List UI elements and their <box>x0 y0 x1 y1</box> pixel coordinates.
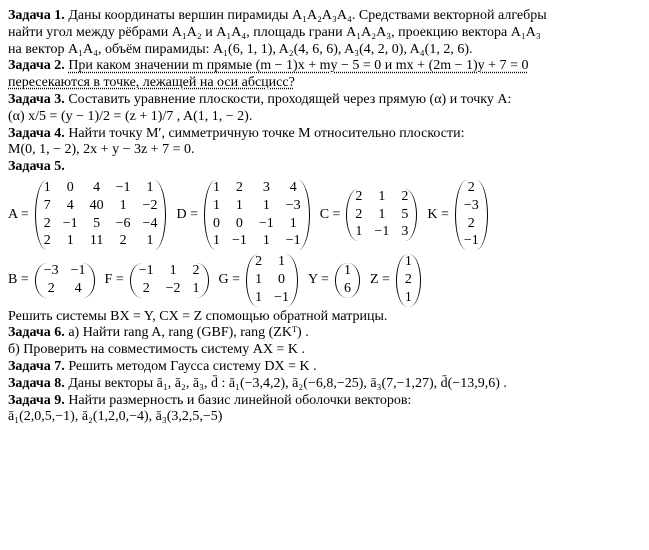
task-2-line-2: пересекаются в точке, лежащей на оси абсцисс? <box>8 75 295 91</box>
matrix-G <box>246 254 298 306</box>
matrix-cell: 2 <box>255 254 263 270</box>
matrix-Y-group <box>308 263 360 298</box>
matrix-cell: 2 <box>404 271 412 287</box>
task-1-line-1 <box>8 8 641 25</box>
matrix-cell: −4 <box>142 215 158 231</box>
matrix-cell: −1 <box>374 224 390 240</box>
matrix-cell: 2 <box>235 179 243 195</box>
task-3-line-1 <box>8 92 641 109</box>
matrix-cell: 5 <box>93 215 101 231</box>
matrix-cell: 6 <box>343 280 351 296</box>
matrix-A-label: A = <box>8 206 29 222</box>
task-7-line-1 <box>8 359 641 376</box>
matrix-C-group <box>320 189 418 241</box>
matrix-cell: 2 <box>43 233 51 249</box>
matrix-A <box>35 180 167 250</box>
matrix-Y-label: Y = <box>307 271 329 287</box>
matrix-cell: −1 <box>62 215 78 231</box>
matrix-D-group <box>176 180 309 250</box>
matrix-cell: 1 <box>212 179 220 195</box>
task-5-title: Задача 5. <box>8 159 65 175</box>
matrix-cell: 4 <box>66 197 74 213</box>
matrix-cell: 4 <box>74 280 82 296</box>
matrix-cell: 0 <box>278 271 286 287</box>
task-1-line-3: на вектор A₁A₄, объём пирамиды: A₁(6, 1, 1), A₂(4, 6, 6), A₃(4, 2, 0), A₄(1, 2, 6). <box>8 41 473 57</box>
matrix-cell: 1 <box>119 197 127 213</box>
matrix-cell: 1 <box>404 254 412 270</box>
matrix-cell: 1 <box>66 233 74 249</box>
matrix-G-label: G = <box>218 271 241 287</box>
task-7-title: Задача 7. <box>8 358 65 374</box>
task-8-title: Задача 8. <box>8 375 65 391</box>
matrix-cell: 2 <box>355 188 363 204</box>
task-8-text-1: Даны векторы ā₁, ā₂, ā₃, d̄ : ā₁(−3,4,2), ā₂(−6,8,−25), ā₃(7,−1,27), d̄(−13,9,6) . <box>68 375 507 391</box>
matrix-cell: 2 <box>47 280 55 296</box>
matrix-B <box>35 263 95 298</box>
matrix-cell: 2 <box>192 263 200 279</box>
matrix-cell: 2 <box>119 233 127 249</box>
matrix-K-group <box>427 180 487 250</box>
matrix-cell: −3 <box>463 197 479 213</box>
matrix-cell: 7 <box>43 197 51 213</box>
matrix-Z-group <box>370 254 421 306</box>
matrix-cell: 1 <box>169 263 177 279</box>
task-9-title: Задача 9. <box>8 392 65 408</box>
matrix-cell: −1 <box>115 179 131 195</box>
matrix-cell: 3 <box>262 179 270 195</box>
matrix-Z-label: Z = <box>369 271 390 287</box>
matrix-cell: 1 <box>255 289 263 305</box>
matrix-B-group <box>8 263 95 298</box>
matrix-F-group <box>105 263 209 298</box>
matrix-cell: 40 <box>89 197 104 213</box>
task-4-title: Задача 4. <box>8 125 65 141</box>
task-2-title: Задача 2. <box>8 58 65 74</box>
matrix-K <box>455 180 488 250</box>
matrix-cell: 2 <box>142 280 150 296</box>
matrix-cell: 1 <box>343 263 351 279</box>
task-9-line-2: ā₁(2,0,5,−1), ā₂(1,2,0,−4), ā₃(3,2,5,−5) <box>8 409 223 425</box>
matrix-cell: 4 <box>93 179 101 195</box>
task-8-line-1 <box>8 376 641 393</box>
task-7-text-1: Решить методом Гаусса систему DX = K . <box>68 358 317 374</box>
matrix-cell: 2 <box>467 215 475 231</box>
matrix-K-label: K = <box>427 206 449 222</box>
task-9-text-1: Найти размерность и базис линейной оболочки векторов: <box>68 392 412 408</box>
matrix-cell: 0 <box>235 215 243 231</box>
matrix-cell: 2 <box>43 215 51 231</box>
matrix-cell: 0 <box>212 215 220 231</box>
matrix-cell: 1 <box>262 233 270 249</box>
matrix-cell: 11 <box>89 233 104 249</box>
matrix-cell: 1 <box>355 224 363 240</box>
task-6-line-1 <box>8 325 641 342</box>
matrix-G-group <box>219 254 298 306</box>
matrix-cell: 1 <box>255 271 263 287</box>
matrix-cell: 1 <box>146 179 154 195</box>
task-5-solve: Решить системы BX = Y, CX = Z спомощью обратной матрицы. <box>8 308 388 324</box>
task-3-title: Задача 3. <box>8 91 65 107</box>
task-3-text-1: Составить уравнение плоскости, проходящей через прямую (α) и точку A: <box>68 91 512 107</box>
task-9-line-1 <box>8 393 641 410</box>
matrix-cell: 1 <box>212 197 220 213</box>
matrix-cell: −1 <box>231 233 247 249</box>
matrices-row-2 <box>8 254 641 306</box>
task-6-title: Задача 6. <box>8 325 65 341</box>
matrix-Z <box>396 254 421 306</box>
task-3-line-2: (α) x/5 = (y − 1)/2 = (z + 1)/7 , A(1, 1, − 2). <box>8 108 253 124</box>
matrix-cell: −1 <box>463 233 479 249</box>
matrix-cell: 3 <box>401 224 409 240</box>
matrix-F <box>130 263 209 298</box>
matrix-cell: 1 <box>278 254 286 270</box>
matrix-cell: −1 <box>258 215 274 231</box>
task-6-line-2: б) Проверить на совместимость систему AX = K . <box>8 342 305 358</box>
task-4-line-2: M(0, 1, − 2), 2x + y − 3z + 7 = 0. <box>8 142 195 158</box>
matrix-A-group <box>8 180 166 250</box>
matrix-cell: 1 <box>378 206 386 222</box>
matrix-cell: 5 <box>401 206 409 222</box>
task-1-line-2: найти угол между рёбрами A₁A₂ и A₁A₄, площадь грани A₁A₂A₃, проекцию вектора A₁A₃ <box>8 24 541 40</box>
matrix-cell: −1 <box>138 263 154 279</box>
task-1-text-1: Даны координаты вершин пирамиды A₁A₂A₃A₄. Средствами векторной алгебры <box>68 8 547 23</box>
matrix-cell: −1 <box>274 289 289 305</box>
task-1-title: Задача 1. <box>8 8 65 23</box>
matrix-cell: 1 <box>43 179 51 195</box>
matrix-cell: 0 <box>66 179 74 195</box>
matrix-cell: 1 <box>262 197 270 213</box>
matrix-cell: −1 <box>70 263 86 279</box>
matrix-cell: −3 <box>285 197 301 213</box>
matrix-C <box>346 189 417 241</box>
matrix-Y <box>335 263 360 298</box>
task-6-text-1: а) Найти rang A, rang (GBF), rang (ZKᵀ) . <box>68 325 309 341</box>
matrix-cell: 1 <box>289 215 297 231</box>
task-4-line-1 <box>8 126 641 143</box>
matrix-cell: −6 <box>115 215 131 231</box>
matrix-D-label: D = <box>176 206 198 222</box>
task-2-text-1: При каком значении m прямые (m − 1)x + my − 5 = 0 и mx + (2m − 1)y + 7 = 0 <box>68 58 529 74</box>
matrix-cell: 1 <box>404 289 412 305</box>
matrix-D <box>204 180 310 250</box>
matrix-cell: 1 <box>212 233 220 249</box>
matrix-cell: 2 <box>355 206 363 222</box>
matrix-cell: −2 <box>142 197 158 213</box>
matrix-cell: 2 <box>467 179 475 195</box>
matrix-cell: 1 <box>192 280 200 296</box>
matrix-cell: 4 <box>289 179 297 195</box>
matrix-cell: 1 <box>378 188 386 204</box>
task-2-line-1 <box>8 58 641 75</box>
task-4-text-1: Найти точку M′, симметричную точке M относительно плоскости: <box>68 125 465 141</box>
matrix-F-label: F = <box>104 271 124 287</box>
matrix-cell: 1 <box>235 197 243 213</box>
matrix-cell: −3 <box>43 263 59 279</box>
matrix-cell: 1 <box>146 233 154 249</box>
matrix-cell: −1 <box>285 233 301 249</box>
matrix-B-label: B = <box>8 271 29 287</box>
matrices-row-1 <box>8 180 641 250</box>
matrix-C-label: C = <box>319 206 341 222</box>
matrix-cell: 2 <box>401 188 409 204</box>
matrix-cell: −2 <box>165 280 181 296</box>
